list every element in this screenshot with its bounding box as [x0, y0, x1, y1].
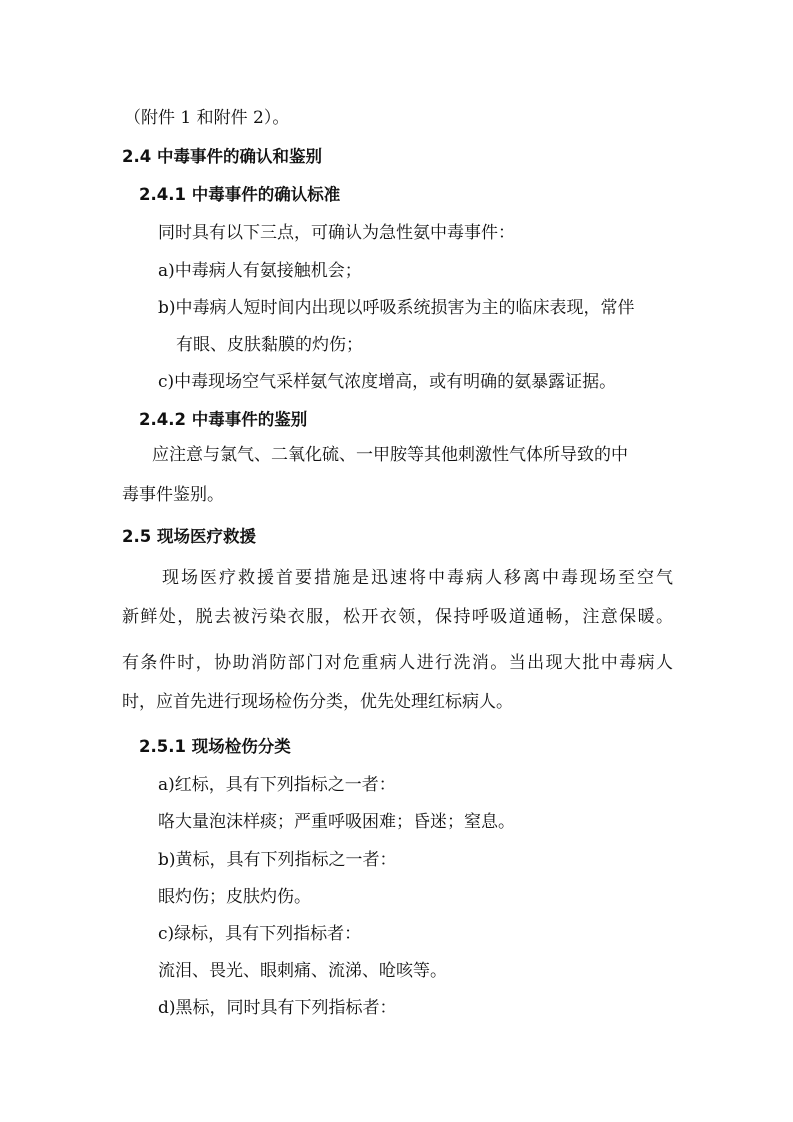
- list-item-2-4-1-b-line1: b)中毒病人短时间内出现以呼吸系统损害为主的临床表现，常伴: [158, 298, 635, 318]
- triage-green-label: c)绿标，具有下列指标者：: [158, 924, 362, 944]
- triage-black-label: d)黑标，同时具有下列指标者：: [158, 998, 397, 1018]
- triage-red-criteria: 咯大量泡沫样痰；严重呼吸困难；昏迷；窒息。: [158, 812, 515, 832]
- triage-green-criteria: 流泪、畏光、眼刺痛、流涕、呛咳等。: [158, 961, 447, 981]
- paragraph-2-5-line2: 新鲜处，脱去被污染衣服，松开衣领，保持呼吸道通畅，注意保暖。: [122, 607, 673, 627]
- paragraph-2-4-2-line1: 应注意与氯气、二氧化硫、一甲胺等其他刺激性气体所导致的中: [152, 445, 628, 465]
- heading-2-4-2: 2.4.2 中毒事件的鉴别: [139, 410, 308, 429]
- paragraph-2-5-line1: 现场医疗救援首要措施是迅速将中毒病人移离中毒现场至空气: [162, 568, 673, 588]
- triage-red-label: a)红标，具有下列指标之一者：: [158, 775, 396, 795]
- heading-2-5-1: 2.5.1 现场检伤分类: [139, 737, 291, 756]
- list-item-2-4-1-b-line2: 有眼、皮肤黏膜的灼伤；: [176, 335, 363, 355]
- paragraph-2-4-1-intro: 同时具有以下三点，可确认为急性氨中毒事件：: [158, 223, 515, 243]
- paragraph-2-4-2-line2: 毒事件鉴别。: [122, 485, 224, 505]
- paragraph-2-5-line4: 时，应首先进行现场检伤分类，优先处理红标病人。: [122, 692, 513, 712]
- heading-2-4-1: 2.4.1 中毒事件的确认标准: [139, 185, 341, 204]
- heading-2-4: 2.4 中毒事件的确认和鉴别: [122, 147, 322, 166]
- triage-yellow-criteria: 眼灼伤；皮肤灼伤。: [158, 887, 311, 907]
- triage-yellow-label: b)黄标，具有下列指标之一者：: [158, 850, 397, 870]
- attachment-reference: （附件 1 和附件 2）。: [124, 108, 290, 128]
- heading-2-5: 2.5 现场医疗救援: [122, 527, 256, 546]
- list-item-2-4-1-c: c)中毒现场空气采样氨气浓度增高，或有明确的氨暴露证据。: [158, 372, 617, 392]
- list-item-2-4-1-a: a)中毒病人有氨接触机会；: [158, 261, 362, 281]
- paragraph-2-5-line3: 有条件时，协助消防部门对危重病人进行洗消。当出现大批中毒病人: [122, 653, 673, 673]
